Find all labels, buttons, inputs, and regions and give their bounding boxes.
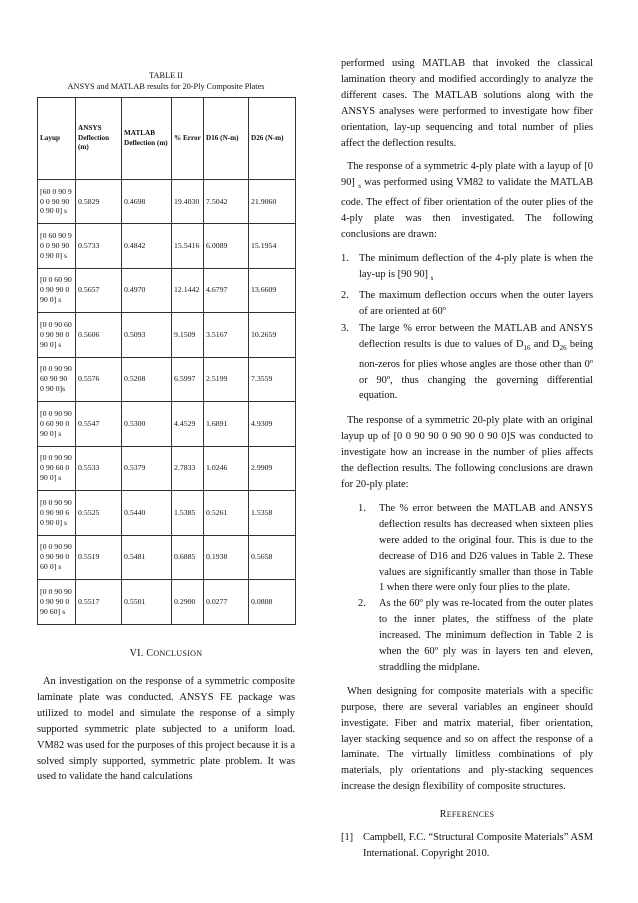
cell-error: 15.5416 (172, 224, 204, 269)
table-row (38, 268, 296, 313)
cell-d26: 0.0808 (249, 580, 296, 625)
header-matlab: MATLAB Deflection (m) (122, 98, 172, 180)
cell-ansys: 0.5576 (76, 357, 122, 402)
cell-layup: [0 0 90 90 0 60 90 0 90 0] s (38, 402, 76, 447)
header-ansys: ANSYS Deflection (m) (76, 98, 122, 180)
cell-d26: 15.1954 (249, 224, 296, 269)
cell-error: 0.2900 (172, 580, 204, 625)
table-number: TABLE II (149, 71, 183, 80)
cell-error: 19.4030 (172, 180, 204, 224)
cell-ansys: 0.5733 (76, 224, 122, 269)
cell-matlab: 0.5501 (122, 580, 172, 625)
cell-error: 6.5997 (172, 357, 204, 402)
table-row (38, 224, 296, 269)
results-table (37, 97, 296, 625)
cell-d16: 0.5261 (204, 491, 249, 536)
cell-layup: [0 60 90 90 0 90 90 0 90 0] s (38, 224, 76, 269)
cell-layup: [0 0 60 90 0 90 90 0 90 0] s (38, 268, 76, 313)
cell-matlab: 0.4970 (122, 268, 172, 313)
cell-error: 0.6885 (172, 535, 204, 580)
cell-matlab: 0.5208 (122, 357, 172, 402)
cell-d26: 13.6609 (249, 268, 296, 313)
cell-layup: [0 0 90 90 0 90 90 0 90 60] s (38, 580, 76, 625)
cell-layup: [0 0 90 90 0 90 90 0 60 0] s (38, 535, 76, 580)
cell-ansys: 0.5525 (76, 491, 122, 536)
right-column (341, 56, 593, 862)
cell-ansys: 0.5606 (76, 313, 122, 358)
cell-d26: 7.3559 (249, 357, 296, 402)
cell-d26: 2.9909 (249, 446, 296, 491)
table-row (38, 446, 296, 491)
header-error: % Error (172, 98, 204, 180)
cell-d16: 7.5042 (204, 180, 249, 224)
cell-d26: 0.5658 (249, 535, 296, 580)
left-column (37, 70, 295, 625)
table-row (38, 313, 296, 358)
references-heading: REFERENCES (439, 809, 495, 821)
cell-layup: [0 0 90 90 0 90 90 60 90 0] s (38, 491, 76, 536)
cell-d26: 1.5358 (249, 491, 296, 536)
cell-matlab: 0.5440 (122, 491, 172, 536)
cell-matlab: 0.4698 (122, 180, 172, 224)
cell-d16: 4.6797 (204, 268, 249, 313)
cell-d16: 3.5167 (204, 313, 249, 358)
conclusions-list-4ply (341, 251, 593, 404)
cell-matlab: 0.5481 (122, 535, 172, 580)
cell-d16: 0.1938 (204, 535, 249, 580)
cell-error: 1.5385 (172, 491, 204, 536)
cell-d26: 4.9309 (249, 402, 296, 447)
conclusions-list-20ply (341, 501, 593, 676)
list-item: 1. The % error between the MATLAB and ANSYS deflection results has decreased when sixteen plies were added to the original four. This is due to the decrease of D16 and D26 values in Table 2. These values are significantly smaller than those in Table 1 when there were only four plies to the plate. (358, 502, 593, 594)
cell-ansys: 0.5547 (76, 402, 122, 447)
cell-ansys: 0.5519 (76, 535, 122, 580)
reference-item: [1] Campbell, F.C. “Structural Composite Materials” ASM International. Copyright 2010. (341, 832, 593, 860)
cell-ansys: 0.5517 (76, 580, 122, 625)
table-header-row (38, 98, 296, 180)
header-layup: Layup (38, 98, 76, 180)
cell-d16: 0.0277 (204, 580, 249, 625)
table-row (38, 402, 296, 447)
cell-d16: 2.5199 (204, 357, 249, 402)
conclusion-heading: VI. CONCLUSION (129, 648, 203, 659)
cell-layup: [0 0 90 90 0 90 60 0 90 0] s (38, 446, 76, 491)
conclusion-paragraph: An investigation on the response of a symmetric composite laminate plate was conducted. ANSYS FE package was utilized to model and simulate the response of a simply supported symmetric plate subjected to a uniform load. VM82 was used for the purposes of this project because it is a solved simply supported, symmetric plate problem. It was used to validate the hand calculations (37, 676, 295, 783)
list-item: 2. The maximum deflection occurs when the outer layers of are oriented at 60º (341, 289, 593, 317)
cell-error: 2.7833 (172, 446, 204, 491)
cell-error: 12.1442 (172, 268, 204, 313)
cell-error: 4.4529 (172, 402, 204, 447)
cell-layup: [60 0 90 90 0 90 90 0 90 0] s (38, 180, 76, 224)
table-row (38, 491, 296, 536)
cell-d26: 10.2659 (249, 313, 296, 358)
table-row (38, 357, 296, 402)
table-title: ANSYS and MATLAB results for 20-Ply Composite Plates (67, 82, 265, 91)
conclusion-body (37, 674, 295, 785)
paragraph-design: When designing for composite materials with a specific purpose, there are several variables an engineer should investigate. Fiber and matrix material, fiber orientation, layer stacking sequence and so on affect the response of a laminate. The virtually limitless combinations of ply materials, ply orientations and ply-stacking sequences increase the design flexibility of composite structures. (341, 685, 593, 793)
table-row (38, 180, 296, 224)
cell-matlab: 0.5093 (122, 313, 172, 358)
cell-d16: 1.0246 (204, 446, 249, 491)
cell-matlab: 0.5379 (122, 446, 172, 491)
header-d26: D26 (N-m) (249, 98, 296, 180)
cell-ansys: 0.5533 (76, 446, 122, 491)
cell-ansys: 0.5829 (76, 180, 122, 224)
cell-layup: [0 0 90 90 60 90 90 0 90 0]s (38, 357, 76, 402)
paragraph-continued: performed using MATLAB that invoked the classical lamination theory and modified accordingly to analyze the different cases. The MATLAB solutions along with the ANSYS analyses were performed to investigate how fiber orientation, lay-up sequencing and total number of plies affect the deflection results. (341, 58, 593, 149)
cell-error: 9.1509 (172, 313, 204, 358)
table-row (38, 535, 296, 580)
cell-ansys: 0.5657 (76, 268, 122, 313)
table-caption (37, 70, 295, 92)
header-d16: D16 (N-m) (204, 98, 249, 180)
cell-d16: 1.6891 (204, 402, 249, 447)
list-item: 3. The large % error between the MATLAB and ANSYS deflection results is due to values of $D_{16}$ and $D_{26}$ being non-zeros for plies whose angles are those other than 0º or 90º, thus changing the governing differential equation. (341, 322, 593, 402)
cell-d26: 21.9060 (249, 180, 296, 224)
cell-d16: 6.0089 (204, 224, 249, 269)
cell-matlab: 0.4842 (122, 224, 172, 269)
list-item: 2. As the 60º ply was re-located from the outer plates to the inner plates, the stiffness of the plate increased. The minimum deflection in Table 2 is when the 60º ply was in layers ten and eleven, straddling the midplane. (358, 598, 593, 673)
cell-matlab: 0.5300 (122, 402, 172, 447)
cell-layup: [0 0 90 60 0 90 90 0 90 0] s (38, 313, 76, 358)
table-body (38, 180, 296, 625)
paragraph-4ply: The response of a symmetric 4-ply plate with a layup of [0 90] $_s$ was performed using VM82 to validate the MATLAB code. The effect of fiber orientation of the outer plies of the 4-ply plate was then investigated. The following conclusions are drawn: (341, 161, 593, 241)
list-item: 1. The minimum deflection of the 4-ply plate is when the lay-up is [90 90] $_s$ (341, 253, 593, 283)
table-row (38, 580, 296, 625)
paragraph-20ply: The response of a symmetric 20-ply plate with an original layup up of [0 0 90 90 0 90 90 0 90 0]S was conducted to investigate how an increase in the number of plies affects the deflection results. The following conclusions are drawn for 20-ply plate: (341, 415, 593, 490)
